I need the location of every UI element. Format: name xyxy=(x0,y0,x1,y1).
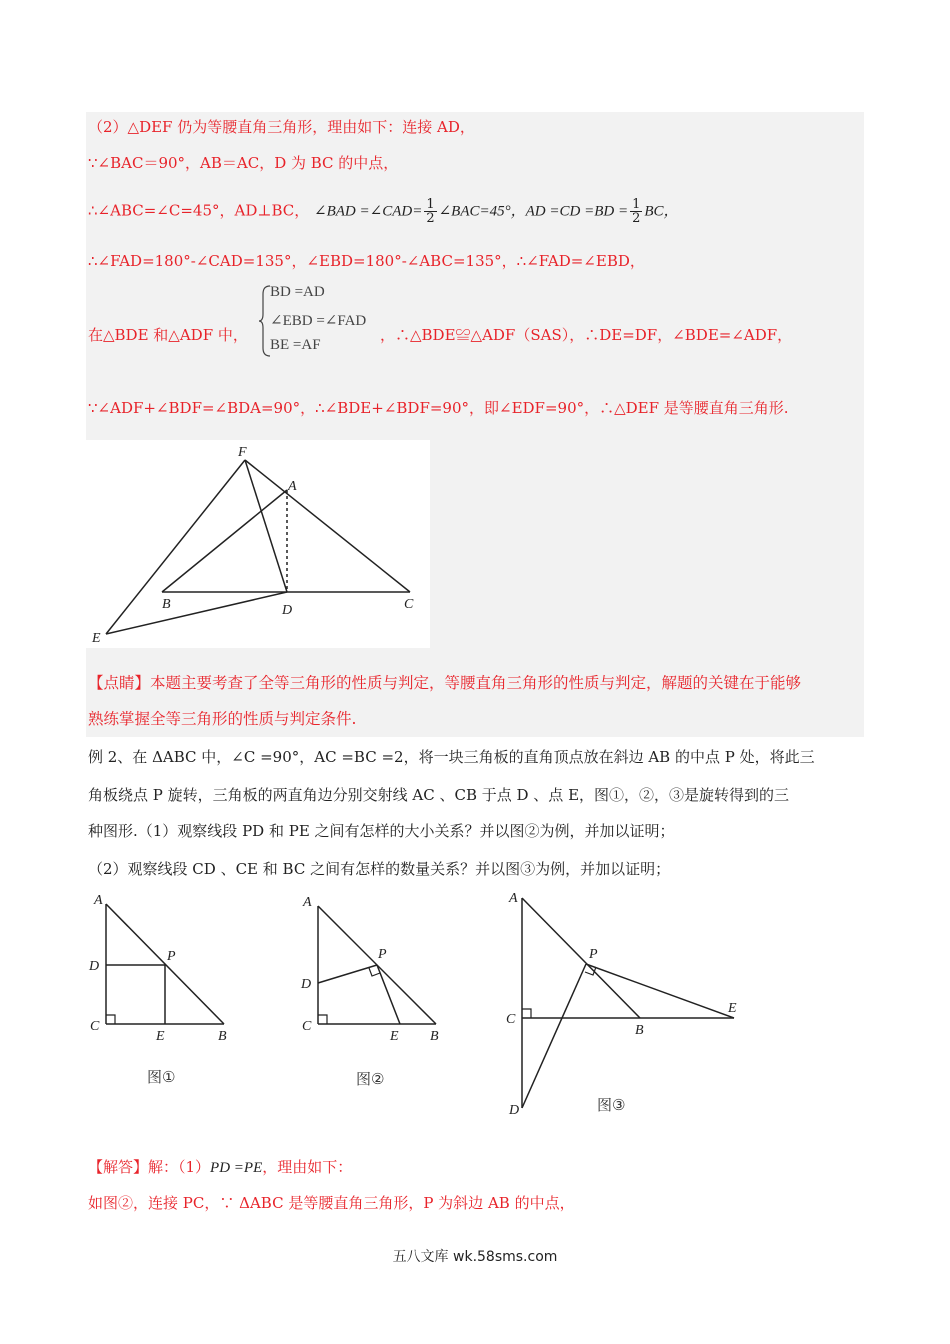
solution-line-3-d: ，AD =CD =BD = xyxy=(510,203,629,220)
example2-line-2: 角板绕点 P 旋转，三角板的两直角边分别交射线 AC 、CB 于点 D 、点 E，图①，②，③是旋转得到的三 xyxy=(88,786,790,804)
figure-2-caption: 图② xyxy=(356,1070,385,1088)
fig3-label-a: A xyxy=(509,891,518,906)
comment-line-1: 【点睛】本题主要考查了全等三角形的性质与判定，等腰直角三角形的性质与判定，解题的关键在于能够 xyxy=(88,674,802,692)
solution-line-6: ∵∠ADF+∠BDF=∠BDA=90°，∴∠BDE+∠BDF=90°，即∠EDF=90°，∴△DEF 是等腰直角三角形. xyxy=(88,399,789,417)
fraction-half-2 xyxy=(630,198,642,225)
system-row-1: BD =AD xyxy=(270,284,325,300)
figure-1-caption: 图① xyxy=(147,1068,176,1086)
system-row-2: ∠EBD =∠FAD xyxy=(270,313,367,329)
label-f: F xyxy=(238,445,247,460)
fig3-label-e: E xyxy=(728,1001,737,1016)
fig1-label-p: P xyxy=(167,949,176,964)
solution-system-suffix: ，∴△BDE≌△ADF（SAS），∴DE=DF，∠BDE=∠ADF， xyxy=(380,326,793,344)
fig3-label-b: B xyxy=(635,1023,644,1038)
answer-line-2: 如图②，连接 PC，∵ ΔABC 是等腰直角三角形，P 为斜边 AB 的中点， xyxy=(88,1194,575,1212)
solution-line-3-a: ∴∠ABC=∠C=45°，AD⊥BC， xyxy=(88,201,310,220)
fig2-label-p: P xyxy=(378,947,387,962)
fraction-numerator-2: 1 xyxy=(632,197,641,212)
label-b: B xyxy=(162,597,171,612)
fig1-label-a: A xyxy=(94,893,103,908)
solution-line-3-c: ∠BAC=45° xyxy=(438,203,511,220)
answer-line-1-c: ，理由如下： xyxy=(262,1158,353,1176)
figure-3-caption: 图③ xyxy=(597,1096,626,1114)
fraction-numerator: 1 xyxy=(426,197,435,212)
figure-1 xyxy=(86,890,246,1050)
label-e: E xyxy=(92,631,101,646)
label-d: D xyxy=(282,603,293,618)
comment-line-2: 熟练掌握全等三角形的性质与判定条件. xyxy=(88,710,357,728)
fig1-label-e: E xyxy=(156,1029,165,1044)
solution-line-3-e: BC， xyxy=(644,203,679,220)
triangle-def-figure xyxy=(86,440,430,648)
example2-line-1: 例 2、在 ΔABC 中，∠C =90°，AC =BC =2，将一块三角板的直角顶点放在斜边 AB 的中点 P 处，将此三 xyxy=(88,748,815,766)
solution-line-3-b: ∠BAD =∠CAD= xyxy=(314,203,423,220)
fraction-half xyxy=(424,198,436,225)
footer-watermark: 五八文库 wk.58sms.com xyxy=(392,1249,558,1265)
system-row-3: BE =AF xyxy=(270,337,321,353)
example2-line-4: （2）观察线段 CD 、CE 和 BC 之间有怎样的数量关系？并以图③为例，并加以证明； xyxy=(88,860,671,878)
fig1-label-b: B xyxy=(218,1029,227,1044)
solution-line-3 xyxy=(88,198,679,225)
solution-line-1: （2）△DEF 仍为等腰直角三角形，理由如下：连接 AD， xyxy=(88,118,475,136)
fig2-label-d: D xyxy=(301,977,312,992)
fig1-label-d: D xyxy=(89,959,100,974)
answer-line-1 xyxy=(88,1156,352,1179)
fig3-label-c: C xyxy=(506,1012,516,1027)
example2-line-3: 种图形.（1）观察线段 PD 和 PE 之间有怎样的大小关系？并以图②为例，并加以证明； xyxy=(88,822,675,840)
fig2-label-b: B xyxy=(430,1029,439,1044)
label-a: A xyxy=(288,479,297,494)
answer-line-1-a: 【解答】解：（1） xyxy=(88,1158,211,1176)
label-c: C xyxy=(404,597,414,612)
fraction-denominator: 2 xyxy=(426,211,435,226)
solution-line-4: ∴∠FAD=180°-∠CAD=135°，∠EBD=180°-∠ABC=135°，∴∠FAD=∠EBD， xyxy=(88,252,645,270)
figure-3 xyxy=(500,886,760,1122)
fig3-label-p: P xyxy=(589,947,598,962)
solution-line-2: ∵∠BAC＝90°，AB＝AC，D 为 BC 的中点， xyxy=(88,154,399,172)
answer-line-1-b: PD =PE xyxy=(210,1160,263,1176)
fraction-denominator-2: 2 xyxy=(632,211,641,226)
fig1-label-c: C xyxy=(90,1019,100,1034)
solution-system-prefix: 在△BDE 和△ADF 中， xyxy=(88,326,248,344)
fig2-label-a: A xyxy=(303,895,312,910)
fig3-label-d: D xyxy=(509,1103,520,1118)
figure-2 xyxy=(296,890,456,1050)
fig2-label-e: E xyxy=(390,1029,399,1044)
fig2-label-c: C xyxy=(302,1019,312,1034)
